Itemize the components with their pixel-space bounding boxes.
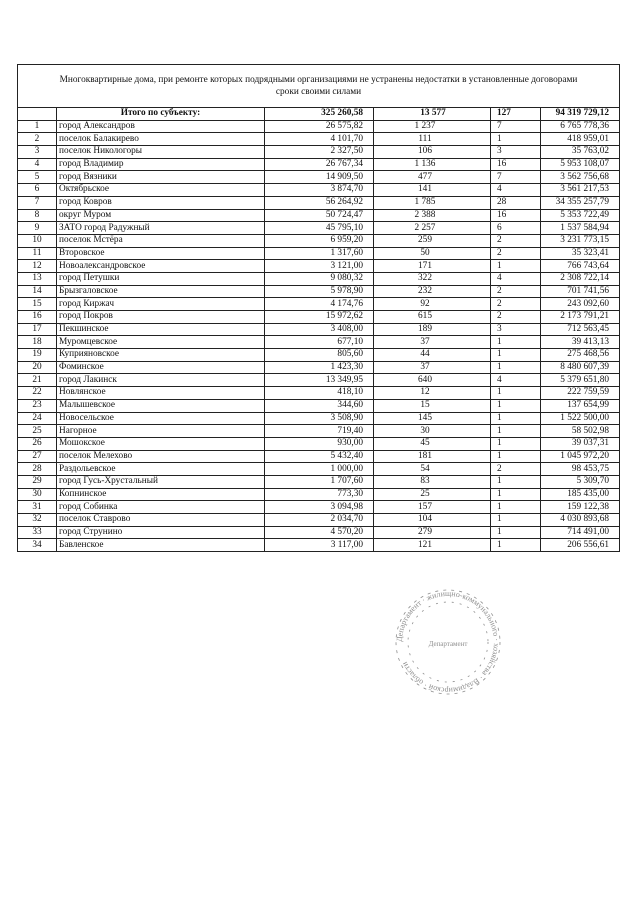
area-value: 13 349,95 [265,374,374,387]
area-value: 26 575,82 [265,120,374,133]
area-value: 344,60 [265,399,374,412]
row-number: 16 [18,311,57,324]
houses-count: 1 [491,488,541,501]
municipality-name: Октябрьское [57,184,265,197]
sum-value: 275 468,56 [541,349,620,362]
apartments-count: 12 [374,387,491,400]
table-row [18,222,620,235]
municipality-name: город Струнино [57,526,265,539]
total-sum: 94 319 729,12 [541,108,620,121]
sum-value: 4 030 893,68 [541,514,620,527]
houses-count: 2 [491,285,541,298]
sum-value: 206 556,61 [541,539,620,552]
table-row [18,488,620,501]
apartments-count: 322 [374,272,491,285]
row-number: 30 [18,488,57,501]
row-number: 18 [18,336,57,349]
table-row [18,133,620,146]
apartments-count: 2 388 [374,209,491,222]
sum-value: 2 173 791,21 [541,311,620,324]
sum-value: 222 759,59 [541,387,620,400]
houses-count: 1 [491,260,541,273]
apartments-count: 30 [374,425,491,438]
municipality-name: город Киржач [57,298,265,311]
table-row [18,209,620,222]
area-value: 9 080,32 [265,272,374,285]
houses-count: 4 [491,184,541,197]
houses-count: 2 [491,247,541,260]
table-row [18,120,620,133]
area-value: 3 094,98 [265,501,374,514]
area-value: 1 000,00 [265,463,374,476]
table-caption: Многоквартирные дома, при ремонте которых подрядными организациями не устранены недостатки в установленные договорами сроки своими силами [18,65,620,108]
sum-value: 39 413,13 [541,336,620,349]
row-number: 29 [18,475,57,488]
row-number: 31 [18,501,57,514]
apartments-count: 45 [374,437,491,450]
sum-value: 6 765 778,36 [541,120,620,133]
apartments-count: 181 [374,450,491,463]
municipality-name: город Лакинск [57,374,265,387]
table-row [18,311,620,324]
municipality-name: поселок Ставрово [57,514,265,527]
sum-value: 34 355 257,79 [541,196,620,209]
houses-count: 6 [491,222,541,235]
table-row [18,196,620,209]
municipality-name: Брызгаловское [57,285,265,298]
apartments-count: 2 257 [374,222,491,235]
table-row [18,285,620,298]
area-value: 1 317,60 [265,247,374,260]
sum-value: 137 654,99 [541,399,620,412]
total-houses: 127 [491,108,541,121]
apartments-count: 92 [374,298,491,311]
row-number: 15 [18,298,57,311]
area-value: 930,00 [265,437,374,450]
apartments-count: 106 [374,146,491,159]
total-area: 325 260,58 [265,108,374,121]
houses-count: 2 [491,311,541,324]
apartments-count: 279 [374,526,491,539]
row-number: 17 [18,323,57,336]
row-number: 34 [18,539,57,552]
sum-value: 766 743,64 [541,260,620,273]
area-value: 4 174,76 [265,298,374,311]
houses-count: 1 [491,412,541,425]
apartments-count: 44 [374,349,491,362]
area-value: 50 724,47 [265,209,374,222]
table-row [18,475,620,488]
municipality-name: Новоалександровское [57,260,265,273]
sum-value: 3 231 773,15 [541,234,620,247]
sum-value: 1 537 584,94 [541,222,620,235]
apartments-count: 477 [374,171,491,184]
area-value: 56 264,92 [265,196,374,209]
houses-count: 2 [491,298,541,311]
table-row [18,336,620,349]
official-stamp [392,586,504,698]
total-row [18,108,620,121]
houses-count: 2 [491,463,541,476]
houses-count: 1 [491,399,541,412]
houses-count: 1 [491,539,541,552]
table-row [18,514,620,527]
houses-count: 28 [491,196,541,209]
sum-value: 35 323,41 [541,247,620,260]
sum-value: 714 491,00 [541,526,620,539]
sum-value: 3 561 217,53 [541,184,620,197]
table-row [18,501,620,514]
sum-value: 5 309,70 [541,475,620,488]
houses-count: 1 [491,526,541,539]
row-number: 28 [18,463,57,476]
sum-value: 8 480 607,39 [541,361,620,374]
sum-value: 5 953 108,07 [541,158,620,171]
area-value: 6 959,20 [265,234,374,247]
area-value: 418,10 [265,387,374,400]
table-row [18,234,620,247]
apartments-count: 50 [374,247,491,260]
municipality-name: Новосельское [57,412,265,425]
area-value: 3 508,90 [265,412,374,425]
municipality-name: город Покров [57,311,265,324]
row-number: 32 [18,514,57,527]
row-number: 2 [18,133,57,146]
apartments-count: 1 237 [374,120,491,133]
sum-value: 35 763,02 [541,146,620,159]
table-row [18,374,620,387]
houses-count: 1 [491,425,541,438]
sum-value: 39 037,31 [541,437,620,450]
row-number: 4 [18,158,57,171]
report-table [17,64,620,552]
apartments-count: 25 [374,488,491,501]
area-value: 719,40 [265,425,374,438]
municipality-name: поселок Никологоры [57,146,265,159]
table-row [18,146,620,159]
sum-value: 243 092,60 [541,298,620,311]
municipality-name: поселок Балакирево [57,133,265,146]
houses-count: 3 [491,323,541,336]
municipality-name: Мошокское [57,437,265,450]
sum-value: 159 122,38 [541,501,620,514]
table-row [18,298,620,311]
row-number: 33 [18,526,57,539]
houses-count: 7 [491,120,541,133]
sum-value: 2 308 722,14 [541,272,620,285]
area-value: 3 121,00 [265,260,374,273]
apartments-count: 145 [374,412,491,425]
apartments-count: 121 [374,539,491,552]
row-number: 6 [18,184,57,197]
row-number: 24 [18,412,57,425]
sum-value: 98 453,75 [541,463,620,476]
apartments-count: 111 [374,133,491,146]
municipality-name: Новлянское [57,387,265,400]
municipality-name: город Александров [57,120,265,133]
municipality-name: город Гусь-Хрустальный [57,475,265,488]
row-number: 21 [18,374,57,387]
houses-count: 1 [491,501,541,514]
sum-value: 5 379 651,80 [541,374,620,387]
area-value: 3 874,70 [265,184,374,197]
houses-count: 4 [491,374,541,387]
caption-row [18,65,620,108]
row-number: 5 [18,171,57,184]
municipality-name: город Владимир [57,158,265,171]
area-value: 15 972,62 [265,311,374,324]
row-number: 27 [18,450,57,463]
municipality-name: город Собинка [57,501,265,514]
houses-count: 1 [491,336,541,349]
total-num-cell [18,108,57,121]
sum-value: 1 045 972,20 [541,450,620,463]
table-row [18,158,620,171]
row-number: 10 [18,234,57,247]
sum-value: 712 563,45 [541,323,620,336]
municipality-name: округ Муром [57,209,265,222]
area-value: 45 795,10 [265,222,374,235]
area-value: 3 117,00 [265,539,374,552]
row-number: 8 [18,209,57,222]
houses-count: 7 [491,171,541,184]
municipality-name: Малышевское [57,399,265,412]
stamp-ring-text: Департамент · жилищно-коммунального · хозяйства · Владимирской · области [394,588,502,696]
municipality-name: Пекшинское [57,323,265,336]
apartments-count: 615 [374,311,491,324]
area-value: 4 570,20 [265,526,374,539]
area-value: 2 034,70 [265,514,374,527]
houses-count: 1 [491,349,541,362]
row-number: 9 [18,222,57,235]
table-row [18,260,620,273]
houses-count: 3 [491,146,541,159]
row-number: 13 [18,272,57,285]
apartments-count: 171 [374,260,491,273]
row-number: 23 [18,399,57,412]
area-value: 14 909,50 [265,171,374,184]
apartments-count: 1 136 [374,158,491,171]
sum-value: 185 435,00 [541,488,620,501]
row-number: 11 [18,247,57,260]
apartments-count: 232 [374,285,491,298]
apartments-count: 1 785 [374,196,491,209]
municipality-name: Копнинское [57,488,265,501]
municipality-name: Бавленское [57,539,265,552]
municipality-name: Муромцевское [57,336,265,349]
houses-count: 4 [491,272,541,285]
apartments-count: 157 [374,501,491,514]
municipality-name: город Вязники [57,171,265,184]
municipality-name: Нагорное [57,425,265,438]
row-number: 20 [18,361,57,374]
municipality-name: ЗАТО город Радужный [57,222,265,235]
houses-count: 2 [491,234,541,247]
apartments-count: 104 [374,514,491,527]
area-value: 2 327,50 [265,146,374,159]
row-number: 3 [18,146,57,159]
houses-count: 1 [491,387,541,400]
row-number: 1 [18,120,57,133]
area-value: 677,10 [265,336,374,349]
table-row [18,425,620,438]
row-number: 7 [18,196,57,209]
apartments-count: 259 [374,234,491,247]
municipality-name: Фоминское [57,361,265,374]
apartments-count: 141 [374,184,491,197]
municipality-name: город Петушки [57,272,265,285]
table-row [18,247,620,260]
municipality-name: Куприяновское [57,349,265,362]
row-number: 19 [18,349,57,362]
sum-value: 701 741,56 [541,285,620,298]
houses-count: 16 [491,209,541,222]
apartments-count: 54 [374,463,491,476]
sum-value: 5 353 722,49 [541,209,620,222]
table-row [18,412,620,425]
table-row [18,387,620,400]
table-row [18,463,620,476]
table-row [18,272,620,285]
total-label: Итого по субъекту: [57,108,265,121]
table-row [18,323,620,336]
municipality-name: поселок Мелехово [57,450,265,463]
houses-count: 1 [491,437,541,450]
apartments-count: 37 [374,336,491,349]
municipality-name: город Ковров [57,196,265,209]
municipality-name: поселок Мстёра [57,234,265,247]
area-value: 1 423,30 [265,361,374,374]
area-value: 26 767,34 [265,158,374,171]
apartments-count: 83 [374,475,491,488]
area-value: 773,30 [265,488,374,501]
area-value: 3 408,00 [265,323,374,336]
total-apartments: 13 577 [374,108,491,121]
area-value: 5 432,40 [265,450,374,463]
houses-count: 1 [491,475,541,488]
sum-value: 3 562 756,68 [541,171,620,184]
row-number: 25 [18,425,57,438]
stamp-center-text: Департамент [428,640,468,648]
table-row [18,526,620,539]
apartments-count: 640 [374,374,491,387]
row-number: 22 [18,387,57,400]
apartments-count: 189 [374,323,491,336]
municipality-name: Раздольевское [57,463,265,476]
row-number: 14 [18,285,57,298]
houses-count: 1 [491,514,541,527]
area-value: 1 707,60 [265,475,374,488]
table-row [18,171,620,184]
sum-value: 418 959,01 [541,133,620,146]
sum-value: 1 522 500,00 [541,412,620,425]
municipality-name: Второвское [57,247,265,260]
area-value: 5 978,90 [265,285,374,298]
apartments-count: 15 [374,399,491,412]
area-value: 805,60 [265,349,374,362]
table-row [18,361,620,374]
apartments-count: 37 [374,361,491,374]
table-row [18,539,620,552]
area-value: 4 101,70 [265,133,374,146]
row-number: 12 [18,260,57,273]
table-row [18,437,620,450]
table-row [18,349,620,362]
houses-count: 1 [491,361,541,374]
houses-count: 1 [491,450,541,463]
houses-count: 16 [491,158,541,171]
row-number: 26 [18,437,57,450]
sum-value: 58 502,98 [541,425,620,438]
table-row [18,450,620,463]
table-row [18,399,620,412]
houses-count: 1 [491,133,541,146]
table-row [18,184,620,197]
